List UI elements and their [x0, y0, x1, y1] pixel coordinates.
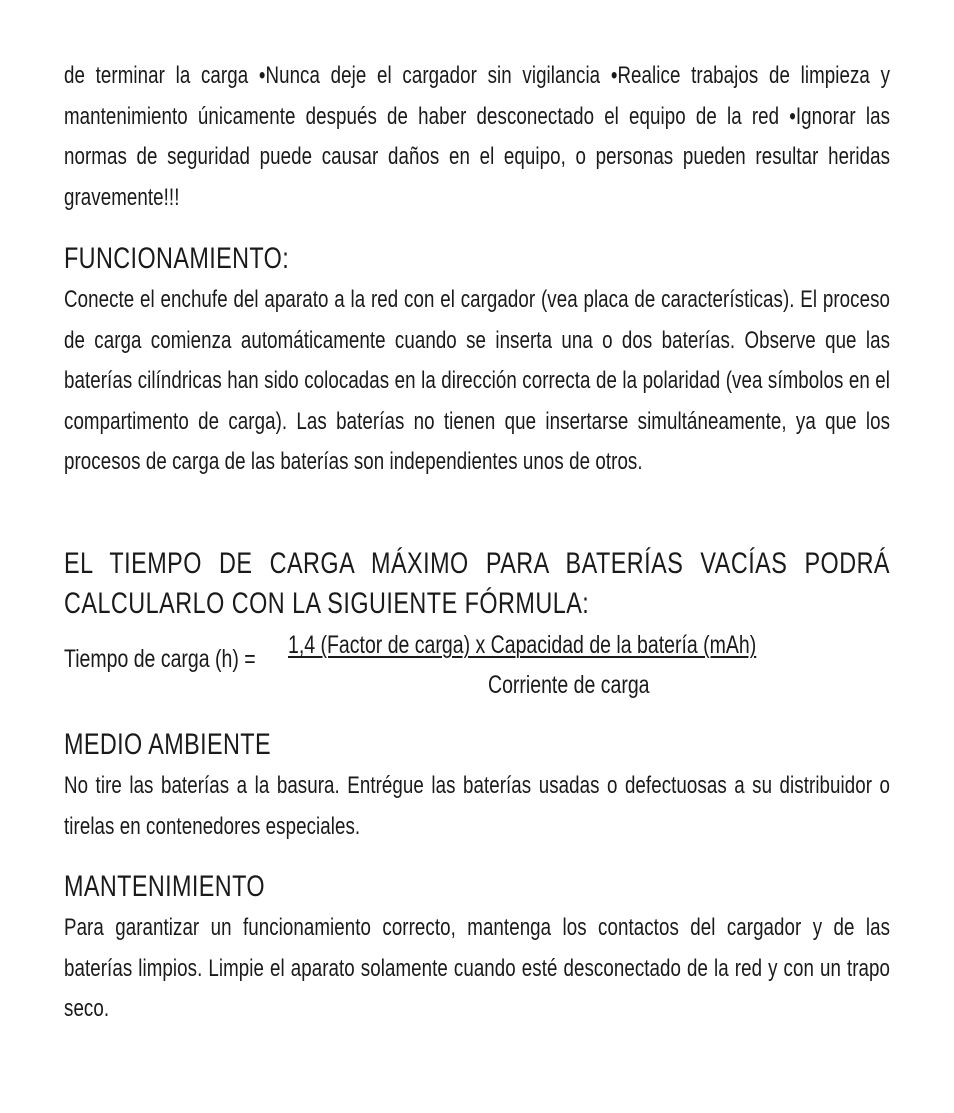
funcionamiento-body: Conecte el enchufe del aparato a la red con el cargador (vea placa de características). El proceso de carga comienza automáticamente cuando se inserta una o dos baterías. Observe que las baterías cilíndricas han sido colocadas en la dirección correcta de la polaridad (vea símbolos en el compartimento de carga). Las baterías no tienen que insertarse simultáneamente, ya que los procesos de carga de las baterías son independientes unos de otros. [64, 286, 891, 475]
funcionamiento-heading: FUNCIONAMIENTO: [64, 242, 290, 275]
mantenimiento-heading: MANTENIMIENTO [64, 870, 265, 903]
charge-time-formula [64, 626, 890, 706]
medio-ambiente-body: No tire las baterías a la basura. Entrégue las baterías usadas o defectuosas a su distribuidor o tirelas en contenedores especiales. [64, 772, 891, 840]
formula-denominator: Corriente de carga [488, 671, 650, 699]
tiempo-carga-heading: EL TIEMPO DE CARGA MÁXIMO PARA BATERÍAS VACÍAS PODRÁ CALCULARLO CON LA SIGUIENTE FÓRMULA: [64, 547, 891, 620]
mantenimiento-body: Para garantizar un funcionamiento correcto, mantenga los contactos del cargador y de las baterías limpios. Limpie el aparato solamente cuando esté desconectado de la red y con un trapo seco. [64, 914, 891, 1022]
safety-intro-text: de terminar la carga •Nunca deje el cargador sin vigilancia •Realice trabajos de limpieza y mantenimiento únicamente después de haber desconectado el equipo de la red •Ignorar las normas de seguridad puede causar daños en el equipo, o personas pueden resultar heridas gravemente!!! [64, 62, 891, 211]
formula-numerator: 1,4 (Factor de carga) x Capacidad de la batería (mAh) [288, 631, 757, 659]
medio-ambiente-heading: MEDIO AMBIENTE [64, 728, 271, 761]
formula-label: Tiempo de carga (h) = [64, 645, 256, 673]
